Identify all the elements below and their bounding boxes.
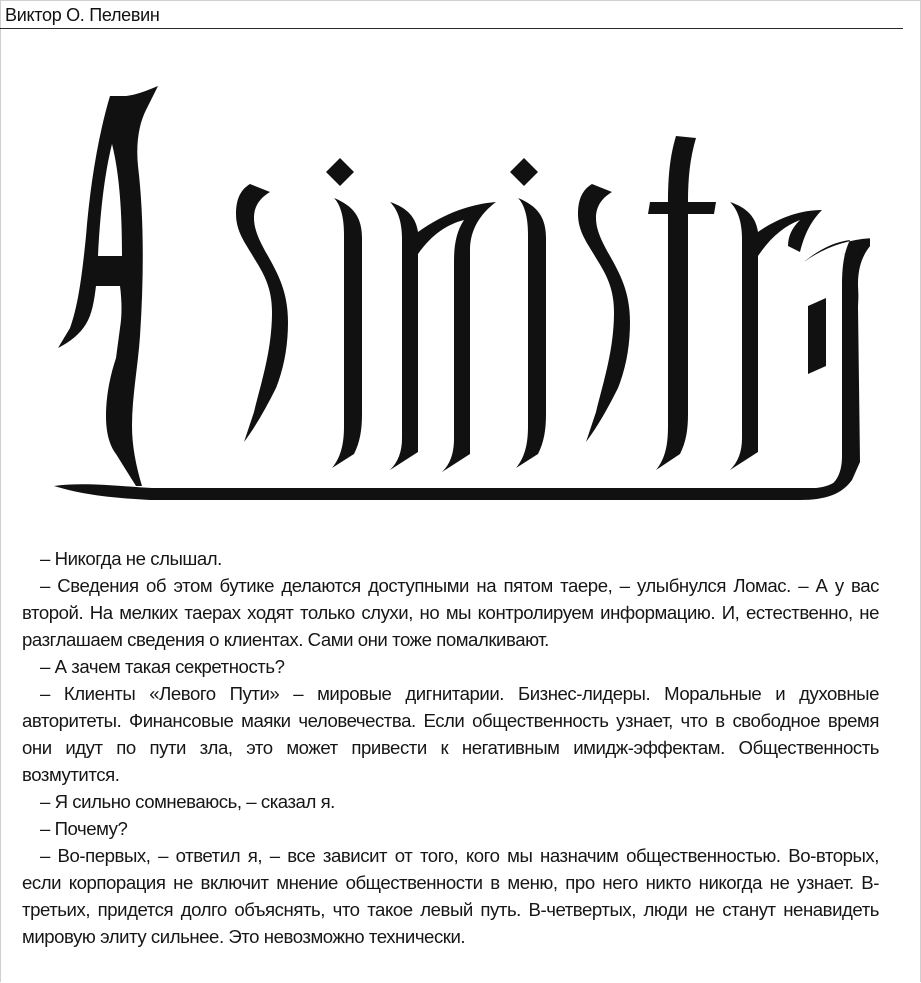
- letter-i-2: [510, 158, 546, 468]
- paragraph: – Сведения об этом бутике делаются доступными на пятом таере, – улыбнулся Ломас. – А у вас второй. На мелких таерах ходят только слухи, но мы контролируем информацию. И, естественно, не разглашаем сведения о клиентах. Сами они тоже помалкивают.: [22, 575, 879, 650]
- letter-i-1: [326, 158, 362, 468]
- paragraph: – Я сильно сомневаюсь, – сказал я.: [40, 791, 335, 812]
- paragraph: – А зачем такая секретность?: [40, 656, 285, 677]
- letter-a: [58, 86, 158, 486]
- paragraph: – Никогда не слышал.: [40, 548, 222, 569]
- letter-s-2: [578, 184, 630, 442]
- header-rule: [0, 28, 903, 29]
- title-wordmark-svg: [40, 66, 870, 506]
- title-art: [40, 66, 870, 506]
- letter-t: [648, 136, 716, 470]
- running-header: Виктор О. Пелевин: [5, 5, 160, 25]
- letter-n: [390, 202, 496, 472]
- paragraph: – Во-первых, – ответил я, – все зависит от того, кого мы назначим общественностью. Во-вторых, если корпорация не включит мнение общественности в меню, про него никто никогда не узнает. В-третьих, придется долго объяснять, что такое левый путь. В-четвертых, люди не станут ненавидеть мировую элиту сильнее. Это невозможно технически.: [22, 845, 879, 947]
- letter-s: [236, 184, 288, 442]
- body-text: [22, 545, 879, 950]
- paragraph: – Клиенты «Левого Пути» – мировые дигнитарии. Бизнес-лидеры. Моральные и духовные авторитеты. Финансовые маяки человечества. Если общественность узнает, что в свободное время они идут по пути зла, это может привести к негативным имидж-эффектам. Общественность возмутится.: [22, 683, 879, 785]
- letter-a-2: [804, 238, 870, 486]
- paragraph: – Почему?: [40, 818, 128, 839]
